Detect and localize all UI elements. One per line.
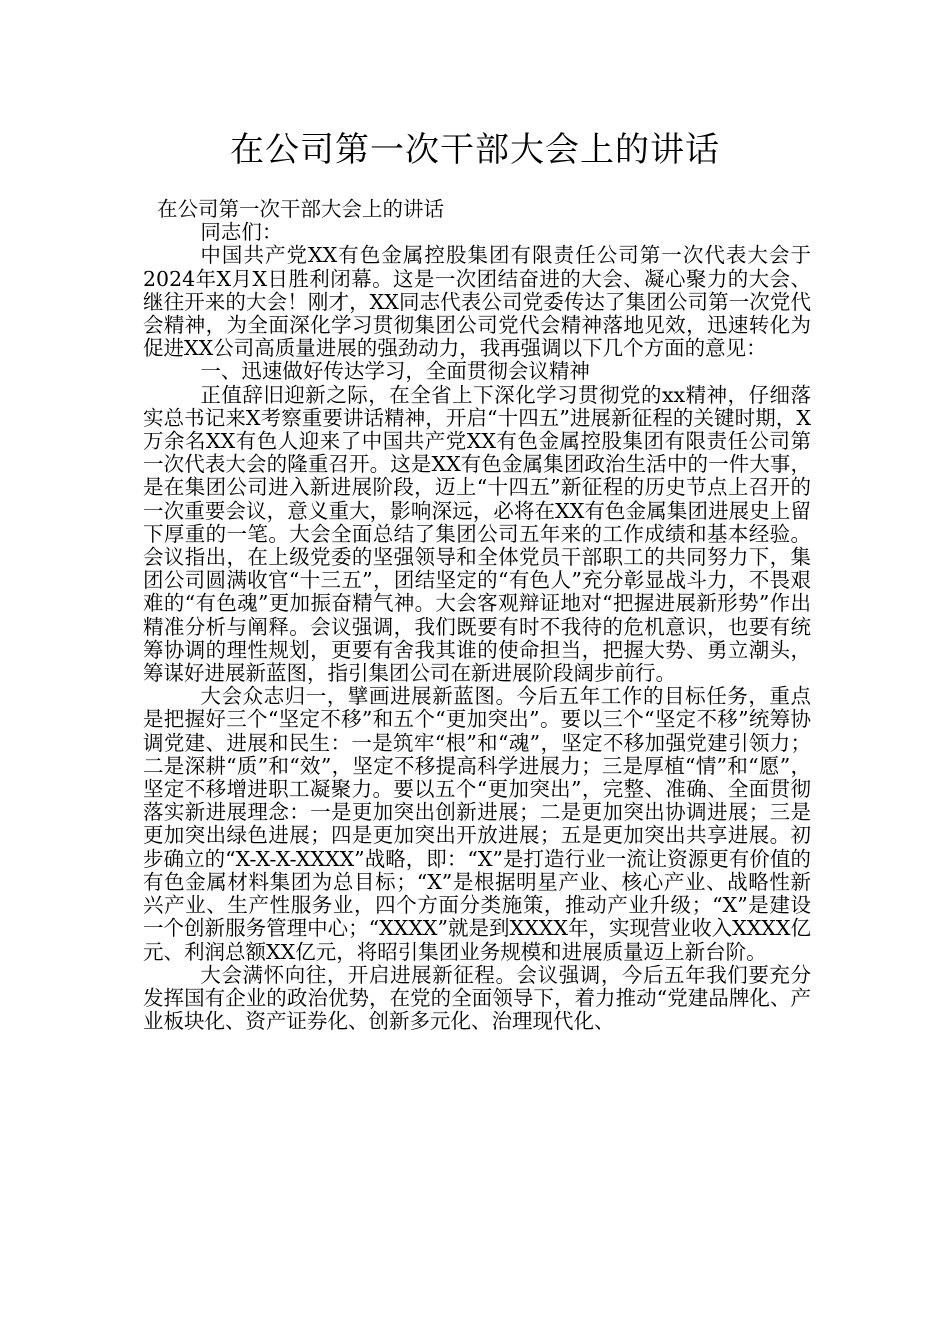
paragraph-blueprint: 大会众志归一，擘画进展新蓝图。今后五年工作的目标任务，重点是把握好三个“坚定不移”和五个“更加突出”。要以三个“坚定不移”统筹协调党建、进展和民生：一是筑牢“根”和“魂”，坚定不移加强党建引领力；二是深耕“质”和“效”，坚定不移提高科学进展力；三是厚植“情”和“愿”，坚定不移增进职工凝聚力。要以五个“更加突出”，完整、准确、全面贯彻落实新进展理念：一是更加突出创新进展；二是更加突出协调进展；三是更加突出绿色进展；四是更加突出开放进展；五是更加突出共享进展。初步确立的“X-X-X-XXXX”战略，即：“X”是打造行业一流让资源更有价值的有色金属材料集团为总目标；“X”是根据明星产业、核心产业、战略性新兴产业、生产性服务业，四个方面分类施策，推动产业升级；“X”是建设一个创新服务管理中心；“XXXX”就是到XXXX年，实现营业收入XXXX亿元、利润总额XX亿元，将昭引集团业务规模和进展质量迈上新台阶。 (143, 684, 811, 964)
section-heading-1: 一、迅速做好传达学习，全面贯彻会议精神 (200, 359, 590, 384)
paragraph-intro: 中国共产党XX有色金属控股集团有限责任公司第一次代表大会于2024年X月X日胜利闭幕。这是一次团结奋进的大会、凝心聚力的大会、继往开来的大会！刚才，XX同志代表公司党委传达了集团公司第一次党代会精神，为全面深化学习贯彻集团公司党代会精神落地见效，迅速转化为促进XX公司高质量进展的强劲动力，我再强调以下几个方面的意见： (143, 243, 811, 361)
document-body (143, 198, 811, 1033)
salutation: 同志们： (200, 220, 283, 245)
paragraph-context: 正值辞旧迎新之际，在全省上下深化学习贯彻党的xx精神，仔细落实总书记来X考察重要讲话精神，开启“十四五”进展新征程的关键时期，X万余名XX有色人迎来了中国共产党XX有色金属控股集团有限责任公司第一次代表大会的隆重召开。这是XX有色金属集团政治生活中的一件大事，是在集团公司进入新进展阶段，迈上“十四五”新征程的历史节点上召开的一次重要会议，意义重大，影响深远，必将在XX有色金属集团进展史上留下厚重的一笔。大会全面总结了集团公司五年来的工作成绩和基本经验。会议指出，在上级党委的坚强领导和全体党员干部职工的共同努力下，集团公司圆满收官“十三五”，团结坚定的“有色人”充分彰显战斗力，不畏艰难的“有色魂”更加振奋精气神。大会客观辩证地对“把握进展新形势”作出精准分析与阐释。会议强调，我们既要有时不我待的危机意识，也要有统筹协调的理性规划，更要有舍我其谁的使命担当，把握大势、勇立潮头，筹谋好进展新蓝图，指引集团公司在新进展阶段阔步前行。 (143, 382, 811, 686)
document-subtitle: 在公司第一次干部大会上的讲话 (157, 197, 444, 221)
paragraph-new-journey: 大会满怀向往，开启进展新征程。会议强调，今后五年我们要充分发挥国有企业的政治优势，在党的全面领导下，着力推动“党建品牌化、产业板块化、资产证券化、创新多元化、治理现代化、 (143, 962, 811, 1034)
document-title: 在公司第一次干部大会上的讲话 (230, 130, 720, 170)
